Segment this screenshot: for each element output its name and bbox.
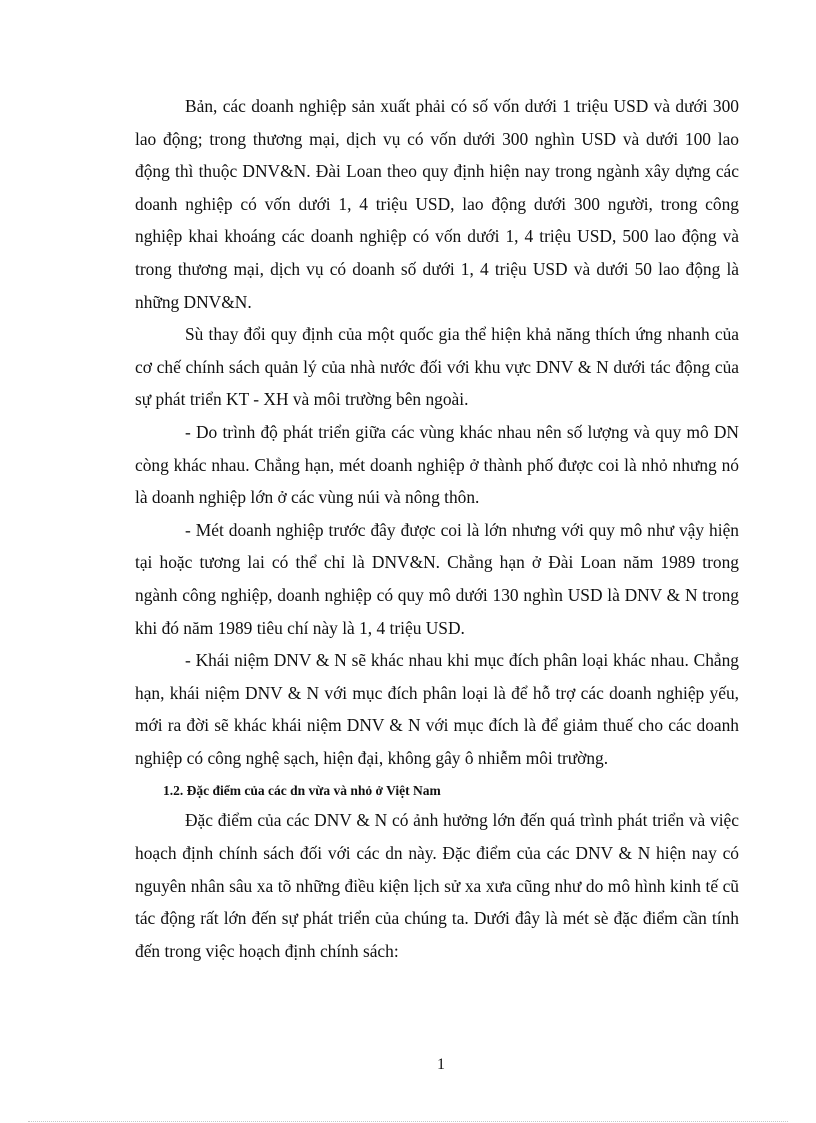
- document-body: [135, 90, 739, 967]
- page-bottom-divider: [28, 1121, 788, 1122]
- paragraph-regulation-change: Sù thay đổi quy định của một quốc gia thể hiện khả năng thích ứng nhanh của cơ chế chính sách quản lý của nhà nước đối với khu vực DNV & N dưới tác động của sự phát triển KT - XH và môi trường bên ngoài.: [135, 324, 739, 410]
- page-number: 1: [437, 1056, 445, 1073]
- paragraph-size-criteria: Bản, các doanh nghiệp sản xuất phải có số vốn dưới 1 triệu USD và dưới 300 lao động; trong thương mại, dịch vụ có vốn dưới 300 nghìn USD và dưới 100 lao động thì thuộc DNV&N. Đài Loan theo quy định hiện nay trong ngành xây dựng các doanh nghiệp có vốn dưới 1, 4 triệu USD, lao động dưới 300 người, trong công nghiệp khai khoáng các doanh nghiệp có vốn dưới 1, 4 triệu USD, 500 lao động và trong thương mại, dịch vụ có doanh số dưới 1, 4 triệu USD và dưới 50 lao động là những DNV&N.: [135, 96, 739, 312]
- paragraph-purpose-difference: - Khái niệm DNV & N sẽ khác nhau khi mục đích phân loại khác nhau. Chẳng hạn, khái niệm DNV & N với mục đích phân loại là để hỗ trợ các doanh nghiệp yếu, mới ra đời sẽ khác khái niệm DNV & N với mục đích là để giảm thuế cho các doanh nghiệp có công nghệ sạch, hiện đại, không gây ô nhiễm môi trường.: [135, 650, 739, 768]
- paragraph-time-difference: - Mét doanh nghiệp trước đây được coi là lớn nhưng với quy mô như vậy hiện tại hoặc tương lai có thể chỉ là DNV&N. Chẳng hạn ở Đài Loan năm 1989 trong ngành công nghiệp, doanh nghiệp có quy mô dưới 130 nghìn USD là DNV & N trong khi đó năm 1989 tiêu chí này là 1, 4 triệu USD.: [135, 519, 739, 638]
- paragraph-regional-difference: - Do trình độ phát triển giữa các vùng khác nhau nên số lượng và quy mô DN còng khác nhau. Chẳng hạn, mét doanh nghiệp ở thành phố được coi là nhỏ nhưng nó là doanh nghiệp lớn ở các vùng núi và nông thôn.: [135, 421, 739, 508]
- paragraph-characteristics-intro: Đặc điểm của các DNV & N có ảnh hưởng lớn đến quá trình phát triển và việc hoạch định chính sách đối với các dn này. Đặc điểm của các DNV & N hiện nay có nguyên nhân sâu xa tõ những điều kiện lịch sử xa xưa cũng như do mô hình kinh tế cũ tác động rất lớn đến sự phát triển của chúng ta. Dưới đây là mét sè đặc điểm cần tính đến trong việc hoạch định chính sách:: [135, 810, 739, 961]
- section-heading: 1.2. Đặc điểm của các dn vừa và nhỏ ở Việt Nam: [163, 783, 441, 799]
